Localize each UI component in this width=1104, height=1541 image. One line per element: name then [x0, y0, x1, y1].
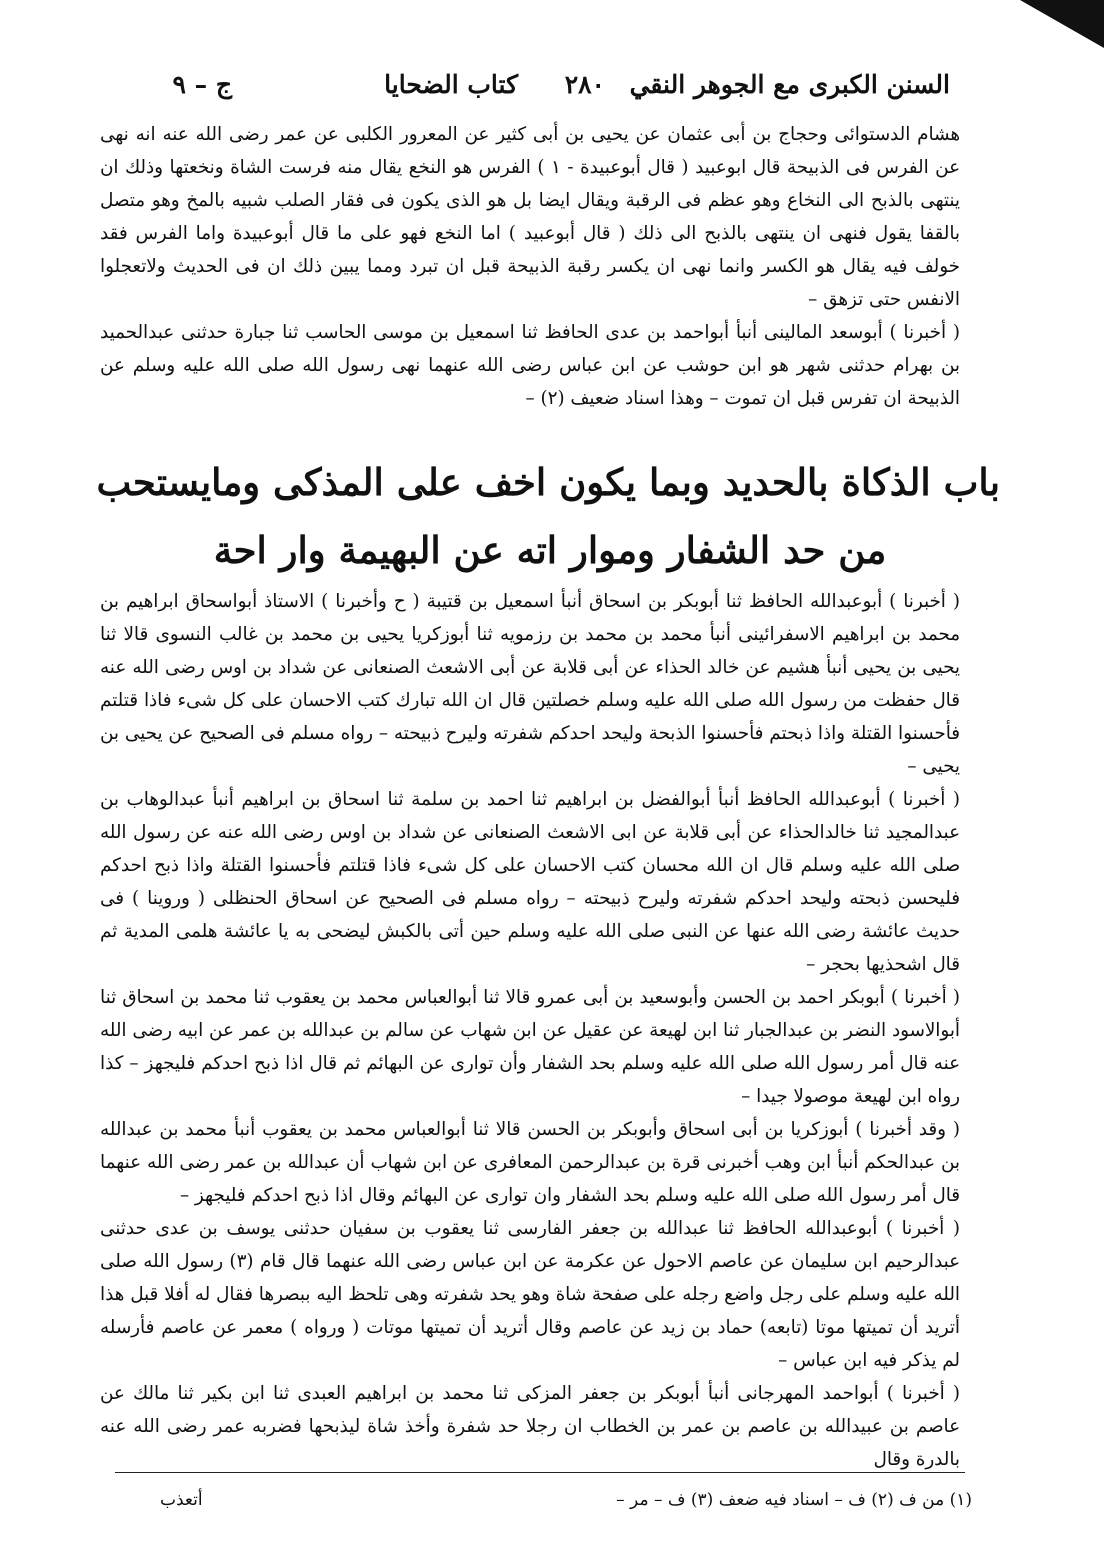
chapter-heading-line-1: باب الذكاة بالحديد وبما يكون اخف على المذكى ومايستحب: [96, 460, 1000, 504]
header-page-number: ٢٨٠: [564, 70, 605, 99]
paragraph: ( أخبرنا ) أبواحمد المهرجانی أنبأ أبوبکر بن جعفر المزکی ثنا محمد بن ابراهیم العبدی ثنا ابن بکیر ثنا مالك عن عاصم بن عبیدالله بن عاصم بن عمر بن الخطاب ان رجلا حد شفرة وأخذ شاة لیذبحها فضربه عمر رضی الله عنه بالدرة وقال: [100, 1383, 960, 1470]
paragraph: ( أخبرنا ) أبوعبدالله الحافظ أنبأ أبوالفضل بن ابراهیم ثنا احمد بن سلمة ثنا اسحاق بن ابراهیم أنبأ عبدالوهاب بن عبدالمجید ثنا خالدالحذاء عن أبی قلابة عن ابی الاشعث الصنعانی عن شداد بن اوس رضی الله عنه عن رسول الله صلی الله علیه وسلم قال ان الله محسان کتب الاحسان علی کل شیء فاذا قتلتم فأحسنوا القتلة واذا ذبح احدکم فلیحسن ذبحته ولیحد احدکم شفرته ولیرح ذبیحته – رواه مسلم فی الصحیح عن اسحاق الحنظلی ( وروینا ) فی حدیث عائشة رضی الله عنها عن النبی صلی الله علیه وسلم حین أتی بالکبش لیضحی به یا عائشة هلمی المدیة ثم قال اشحذیها بحجر –: [100, 789, 960, 975]
paragraph: ( أخبرنا ) أبوعبدالله الحافظ ثنا أبوبکر بن اسحاق أنبأ اسمعیل بن قتیبة ( ح وأخبرنا ) الاستاذ أبواسحاق ابراهیم بن محمد بن ابراهیم الاسفرائینی أنبأ محمد بن محمد بن رزمویه ثنا أبوزکریا یحیی بن محمد بن غالب النسوی قالا ثنا یحیی بن یحیی أنبأ هشیم عن خالد الحذاء عن أبی قلابة عن أبی الاشعث الصنعانی عن شداد بن اوس رضی الله عنه قال حفظت من رسول الله صلی الله علیه وسلم خصلتین قال ان الله تبارك کتب الاحسان علی کل شیء فاذا قتلتم فأحسنوا القتلة واذا ذبحتم فأحسنوا الذبحة ولیحد احدکم شفرته ولیرح ذبیحته – رواه مسلم فی الصحیح عن یحیی بن یحیی –: [100, 591, 960, 777]
paragraph: ( أخبرنا ) أبوسعد المالینی أنبأ أبواحمد بن عدی الحافظ ثنا اسمعیل بن موسی الحاسب ثنا جبارة حدثنی عبدالحمید بن بهرام حدثنی شهر هو ابن حوشب عن ابن عباس رضی الله عنهما نهی رسول الله صلی الله علیه وسلم عن الذبیحة ان تفرس قبل ان تموت – وهذا اسناد ضعیف (٢) –: [100, 322, 960, 409]
header-book-title: السنن الكبرى مع الجوهر النقي: [629, 70, 950, 99]
paragraph: ( أخبرنا ) أبوبکر احمد بن الحسن وأبوسعید بن أبی عمرو قالا ثنا أبوالعباس محمد بن یعقوب ثنا محمد بن اسحاق ثنا أبوالاسود النضر بن عبدالجبار ثنا ابن لهیعة عن عقیل عن ابن شهاب عن سالم بن عبدالله بن عمر عن ابیه رضی الله عنه قال أمر رسول الله صلی الله علیه وسلم بحد الشفار وأن توارى عن البهائم ثم قال اذا ذبح احدکم فلیجهز – کذا رواه ابن لهیعة موصولا جیدا –: [100, 987, 960, 1107]
footnotes: (١) من ف (٢) ف – اسناد فیه ضعف (٣) ف – مر –: [616, 1490, 972, 1510]
header-chapter-name: كتاب الضحايا: [384, 70, 518, 99]
chapter-heading-line-2: من حد الشفار وموار اته عن البهيمة وار احة: [213, 528, 887, 572]
chapter-heading: [96, 448, 1000, 584]
paragraph: ( أخبرنا ) أبوعبدالله الحافظ ثنا عبدالله بن جعفر الفارسی ثنا یعقوب بن سفیان حدثنی یوسف بن عدی حدثنی عبدالرحیم ابن سلیمان عن عاصم الاحول عن عکرمة عن ابن عباس رضی الله عنهما قال قام (٣) رسول الله صلی الله علیه وسلم علی رجل واضع رجله علی صفحة شاة وهو یحد شفرته وهی تلحظ الیه ببصرها فقال له أفلا قبل هذا أترید أن تمیتها موتا (تابعه) حماد بن زید عن عاصم وقال أترید أن تمیتها موتات ( ورواه ) معمر عن عاصم فأرسله لم یذکر فیه ابن عباس –: [100, 1218, 960, 1371]
catchword: أتعذب: [160, 1490, 203, 1510]
header-volume: ج – ٩: [172, 70, 232, 99]
page-corner-mark: [1020, 0, 1104, 48]
page-header: [110, 70, 950, 112]
section-one-text: [100, 118, 960, 415]
section-two-text: [100, 585, 960, 1476]
paragraph: هشام الدستوائی وحجاج بن أبی عثمان عن یحیی بن أبی کثیر عن المعرور الکلبی عن عمر رضی الله عنه انه نهی عن الفرس فی الذبیحة قال ابوعبید ( قال أبوعبیدة - ١ ) الفرس هو النخع یقال منه فرست الشاة ونخعتها وذلك ان ینتهی بالذبح الی النخاع وهو عظم فی الرقبة ویقال ایضا بل هو الذی یکون فی فقار الصلب شبیه بالمخ وهو متصل بالقفا یقول فنهی ان ینتهی بالذبح الی ذلك ( قال أبوعبید ) اما النخع فهو علی ما قال أبوعبیدة واما الفرس فقد خولف فیه یقال هو الکسر وانما نهی ان یکسر رقبة الذبیحة قبل ان تبرد ومما یبین ذلك ان فی الحدیث ولاتعجلوا الانفس حتی تزهق –: [100, 124, 961, 310]
footnote-divider: [115, 1472, 965, 1473]
paragraph: ( وقد أخبرنا ) أبوزکریا بن أبی اسحاق وأبوبکر بن الحسن قالا ثنا أبوالعباس محمد بن یعقوب أنبأ محمد بن عبدالله بن عبدالحکم أنبأ ابن وهب أخبرنی قرة بن عبدالرحمن المعافری عن ابن شهاب أن عبدالله بن عمر رضی الله عنهما قال أمر رسول الله صلی الله علیه وسلم بحد الشفار وان توارى عن البهائم وقال اذا ذبح احدکم فلیجهز –: [100, 1119, 960, 1206]
